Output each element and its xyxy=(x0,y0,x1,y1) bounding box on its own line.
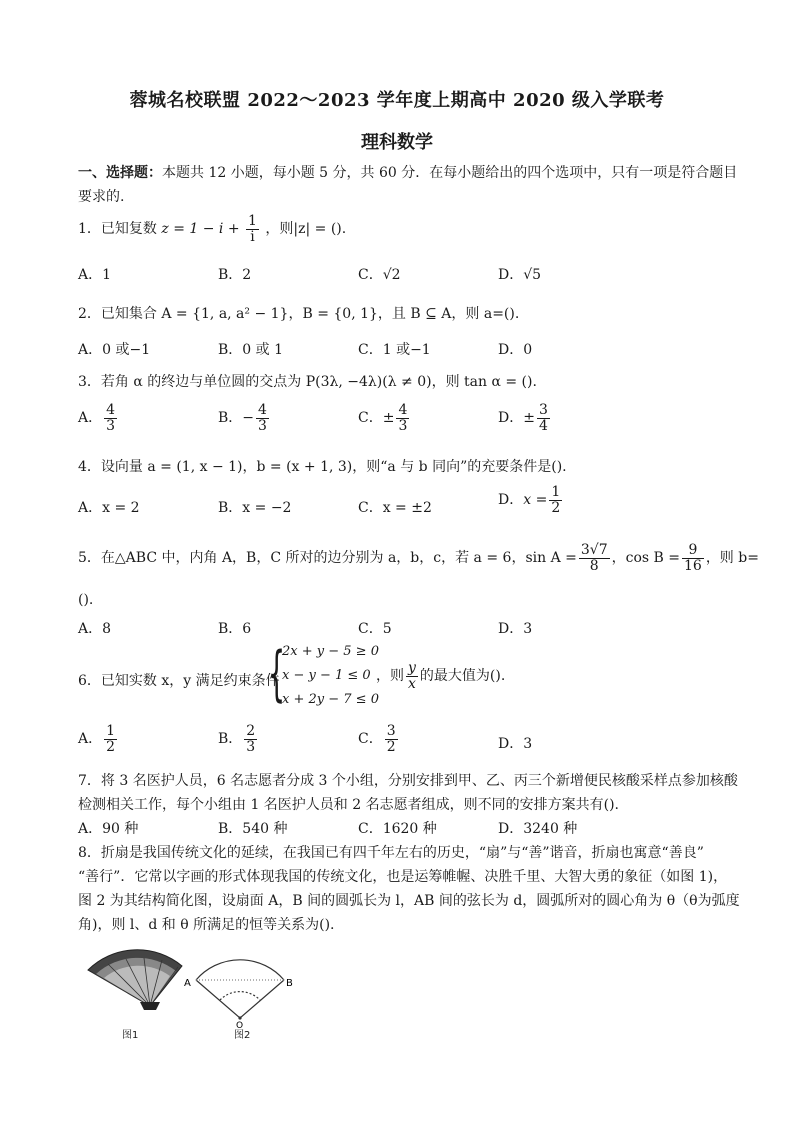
q2-option-a: A．0 或−1 xyxy=(78,342,151,358)
q6-option-d: D．3 xyxy=(498,736,533,752)
q7-option-b: B．540 种 xyxy=(218,821,288,837)
question-4: 4．设向量 a = (1, x − 1)，b = (x + 1, 3)，则“a 与 b 同向”的充要条件是(). xyxy=(78,459,567,475)
q6-constraint-1: 2x + y − 5 ≥ 0 xyxy=(282,644,379,659)
question-5-line-2: (). xyxy=(78,592,94,608)
q2-option-c: C．1 或−1 xyxy=(358,342,431,358)
brace-icon: { xyxy=(268,639,286,709)
q1-option-b: B．2 xyxy=(218,267,252,283)
question-1 xyxy=(78,214,346,244)
question-6-pre: 6．已知实数 x，y 满足约束条件 xyxy=(78,673,280,689)
section-text-1: 本题共 12 小题，每小题 5 分，共 60 分．在每小题给出的四个选项中，只有一项是符合题目 xyxy=(162,165,738,181)
q5-option-c: C．5 xyxy=(358,621,392,637)
question-8-line-4: 角)，则 l、d 和 θ 所满足的恒等关系为(). xyxy=(78,917,335,933)
figure-1-caption: 图1 xyxy=(122,1030,139,1041)
exam-title: 蓉城名校联盟 2022～2023 学年度上期高中 2020 级入学联考 xyxy=(129,90,665,111)
q8-figures xyxy=(78,938,328,1041)
question-8-line-2: “善行”．它常以字画的形式体现我国的传统文化，也是运筹帷幄、决胜千里、大智大勇的象征（如图 1)， xyxy=(78,869,728,885)
fan-diagram-icon xyxy=(196,960,284,1018)
section-text-2: 要求的. xyxy=(78,189,125,205)
q5-option-d: D．3 xyxy=(498,621,533,637)
q3-option-d: D．± $\frac{3}{4}$ xyxy=(498,402,548,434)
question-7-line-2: 检测相关工作，每个小组由 1 名医护人员和 2 名志愿者组成，则不同的安排方案共有(). xyxy=(78,797,619,813)
svg-text:A: A xyxy=(184,978,191,989)
question-8-line-3: 图 2 为其结构简化图，设扇面 A，B 间的圆弧长为 l，AB 间的弦长为 d，圆弧所对的圆心角为 θ（θ为弧度 xyxy=(78,893,740,909)
q1-pre: 1．已知复数 xyxy=(78,221,157,238)
q6-constraint-2: x − y − 1 ≤ 0 xyxy=(282,668,371,683)
q4-option-b: B．x = −2 xyxy=(218,500,292,516)
q1-option-d: D．√5 xyxy=(498,267,542,283)
q2-option-b: B．0 或 1 xyxy=(218,342,284,358)
q7-option-c: C．1620 种 xyxy=(358,821,437,837)
q1-option-c: C．√2 xyxy=(358,267,401,283)
q4-option-d: D．x = $\frac{1}{2}$ xyxy=(498,484,561,516)
q5-option-a: A．8 xyxy=(78,621,112,637)
q1-post: ，则|z| = (). xyxy=(265,221,347,238)
question-2: 2．已知集合 A = {1, a, a² − 1}，B = {0, 1}，且 B ⊆ A，则 a=(). xyxy=(78,306,520,322)
section-heading: 一、选择题： xyxy=(78,165,162,181)
q1-fraction: $\frac{1}{i}$ xyxy=(248,213,257,245)
q6-constraint-3: x + 2y − 7 ≤ 0 xyxy=(282,692,379,707)
figure-2-caption: 图2 xyxy=(234,1030,251,1041)
section-instructions xyxy=(78,162,737,182)
svg-text:O: O xyxy=(236,1021,244,1031)
q3-option-b: B．− $\frac{4}{3}$ xyxy=(218,402,267,434)
folding-fan-figure xyxy=(78,938,328,1038)
question-7-line-1: 7．将 3 名医护人员，6 名志愿者分成 3 个小组，分别安排到甲、乙、丙三个新增便民核酸采样点参加核酸 xyxy=(78,773,738,789)
fan-photo-icon xyxy=(88,950,182,1010)
q7-option-d: D．3240 种 xyxy=(498,821,578,837)
q5-option-b: B．6 xyxy=(218,621,252,637)
q6-constraint-system xyxy=(268,639,388,714)
q1-expr: z = 1 − i + xyxy=(161,221,240,238)
q1-option-a: A．1 xyxy=(78,267,112,283)
q6-option-b: B． $\frac{2}{3}$ xyxy=(218,723,256,755)
svg-text:B: B xyxy=(286,978,293,989)
q3-option-c: C．± $\frac{4}{3}$ xyxy=(358,402,408,434)
q7-option-a: A．90 种 xyxy=(78,821,139,837)
question-3: 3．若角 α 的终边与单位圆的交点为 P(3λ, −4λ)(λ ≠ 0)，则 tan α = (). xyxy=(78,374,537,390)
q6-option-c: C． $\frac{3}{2}$ xyxy=(358,723,396,755)
question-6-post: ，则 $\frac{y}{x}$ 的最大值为(). xyxy=(376,660,506,692)
exam-subtitle: 理科数学 xyxy=(361,132,433,153)
question-5: 5．在△ABC 中，内角 A，B，C 所对的边分别为 a，b，c，若 a = 6，sin A = $\frac{3√7}{8}$ ，cos B = $\frac{9}{16}$ ，则 b= xyxy=(78,542,759,574)
q2-option-d: D．0 xyxy=(498,342,533,358)
q4-option-a: A．x = 2 xyxy=(78,500,140,516)
q4-option-c: C．x = ±2 xyxy=(358,500,432,516)
q6-option-a: A． $\frac{1}{2}$ xyxy=(78,723,116,755)
question-8-line-1: 8．折扇是我国传统文化的延续，在我国已有四千年左右的历史，“扇”与“善”谐音，折扇也寓意“善良” xyxy=(78,845,704,861)
q3-option-a: A． $\frac{4}{3}$ xyxy=(78,402,116,434)
